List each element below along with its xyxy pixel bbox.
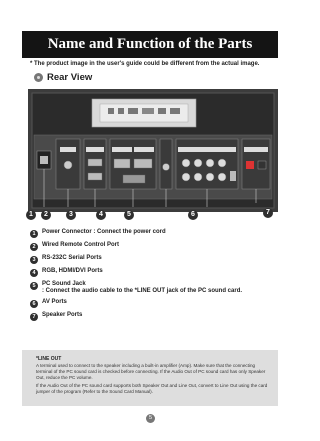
item-number-badge: 2 — [30, 243, 38, 251]
callout-4: 4 — [96, 210, 106, 220]
callout-1: 1 — [26, 210, 36, 220]
section-heading-label: Rear View — [47, 72, 93, 83]
callout-5: 5 — [124, 210, 134, 220]
item-number-badge: 5 — [30, 282, 38, 290]
item-text: RS-232C Serial Ports — [42, 255, 102, 261]
item-text: Power Connector : Connect the power cord — [42, 229, 166, 235]
item-text: AV Ports — [42, 299, 67, 305]
callout-6: 6 — [188, 210, 198, 220]
footnote-paragraph: If the Audio Out of the PC sound card supports both Speaker Out and Line Out, convert to Line Out using the card jumper of the program (Refer to the Sound Card Manual). — [36, 383, 268, 394]
callout-3: 3 — [66, 210, 76, 220]
item-text: Wired Remote Control Port — [42, 242, 119, 248]
section-heading — [34, 72, 92, 83]
item-text: RGB, HDMI/DVI Ports — [42, 268, 103, 274]
callout-7: 7 — [263, 208, 273, 218]
list-item — [30, 229, 280, 238]
page-title: Name and Function of the Parts — [22, 31, 278, 58]
item-text-group — [42, 281, 242, 295]
item-number-badge: 1 — [30, 230, 38, 238]
rear-view-illustration — [28, 89, 278, 212]
footnote-title: *LINE OUT — [36, 356, 62, 362]
section-bullet-icon — [34, 73, 43, 82]
page-number: 5 — [146, 414, 155, 423]
parts-list — [30, 229, 280, 325]
item-number-badge: 6 — [30, 300, 38, 308]
wired-remote-port-illustration — [56, 139, 80, 189]
rgb-hdmi-ports-illustration — [110, 139, 156, 189]
item-text: Speaker Ports — [42, 312, 83, 318]
rs232c-ports-illustration — [84, 139, 106, 189]
callout-2: 2 — [41, 210, 51, 220]
list-item — [30, 242, 280, 251]
pc-sound-jack-illustration — [160, 139, 172, 189]
list-item — [30, 312, 280, 321]
item-text: PC Sound Jack — [42, 281, 86, 287]
item-number-badge: 7 — [30, 313, 38, 321]
list-item — [30, 268, 280, 277]
item-subtext: : Connect the audio cable to the *LINE OUT jack of the PC sound card. — [42, 288, 243, 294]
footnote-paragraph: A terminal used to connect to the speaker including a built-in amplifier (Amp). Make sure that the connecting terminal of the PC sound card is checked before connecting. If the Audio Out of PC sound card has only Speaker Out, reduce the PC volume. — [36, 363, 266, 380]
power-connector-illustration — [37, 151, 51, 169]
speaker-ports-illustration — [242, 139, 270, 189]
list-item — [30, 299, 280, 308]
line-out-footnote-box — [22, 350, 278, 406]
av-ports-illustration — [176, 139, 238, 189]
list-item — [30, 281, 280, 295]
list-item — [30, 255, 280, 264]
item-number-badge: 4 — [30, 269, 38, 277]
footnote-body — [36, 363, 272, 397]
item-number-badge: 3 — [30, 256, 38, 264]
callout-number-row — [26, 208, 278, 222]
image-disclaimer-note: * The product image in the user's guide could be different from the actual image. — [30, 61, 260, 67]
